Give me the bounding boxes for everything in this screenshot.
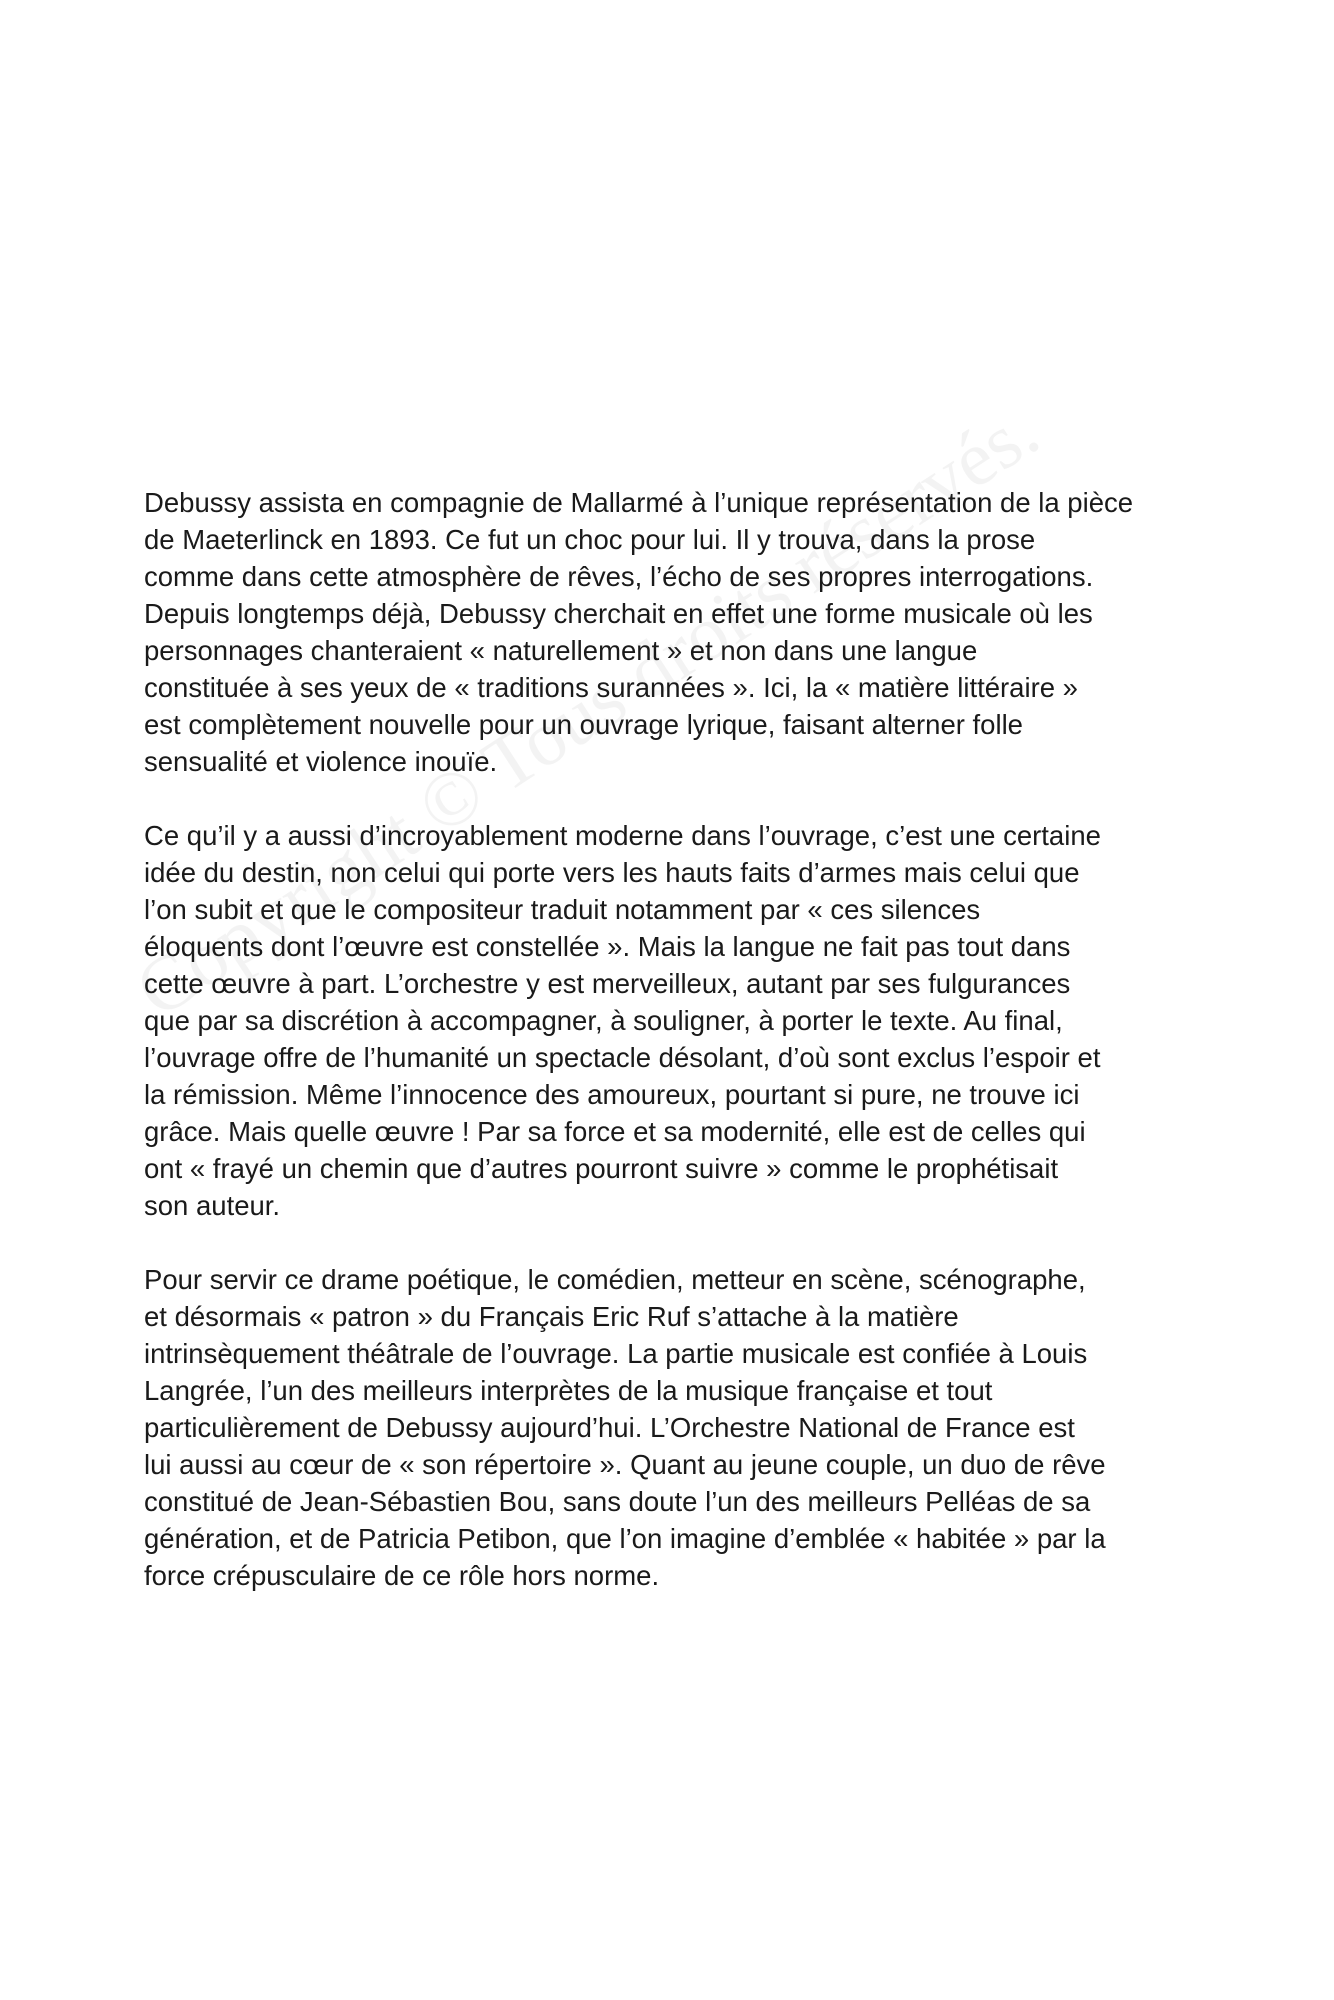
paragraph-3: Pour servir ce drame poétique, le comédien, metteur en scène, scénographe, et désormais « patron » du Français Eric Ruf s’attache à la matière intrinsèquement théâtrale de l’ouvrage. La partie musicale est confiée à Louis Langrée, l’un des meilleurs interprètes de la musique française et tout particulièrement de Debussy aujourd’hui. L’Orchestre National de France est lui aussi au cœur de « son répertoire ». Quant au jeune couple, un duo de rêve constitué de Jean-Sébastien Bou, sans doute l’un des meilleurs Pelléas de sa génération, et de Patricia Petibon, que l’on imagine d’emblée « habitée » par la force crépusculaire de ce rôle hors norme.: [144, 1264, 1106, 1591]
body-text: [144, 484, 1214, 1594]
paragraph-2: Ce qu’il y a aussi d’incroyablement moderne dans l’ouvrage, c’est une certaine idée du destin, non celui qui porte vers les hauts faits d’armes mais celui que l’on subit et que le compositeur traduit notamment par « ces silences éloquents dont l’œuvre est constellée ». Mais la langue ne fait pas tout dans cette œuvre à part. L’orchestre y est merveilleux, autant par ses fulgurances que par sa discrétion à accompagner, à souligner, à porter le texte. Au final, l’ouvrage offre de l’humanité un spectacle désolant, d’où sont exclus l’espoir et la rémission. Même l’innocence des amoureux, pourtant si pure, ne trouve ici grâce. Mais quelle œuvre ! Par sa force et sa modernité, elle est de celles qui ont « frayé un chemin que d’autres pourront suivre » comme le prophétisait son auteur.: [144, 820, 1101, 1221]
paragraph-1: Debussy assista en compagnie de Mallarmé à l’unique représentation de la pièce de Maeterlinck en 1893. Ce fut un choc pour lui. Il y trouva, dans la prose comme dans cette atmosphère de rêves, l’écho de ses propres interrogations. Depuis longtemps déjà, Debussy cherchait en effet une forme musicale où les personnages chanteraient « naturellement » et non dans une langue constituée à ses yeux de « traditions surannées ». Ici, la « matière littéraire » est complètement nouvelle pour un ouvrage lyrique, faisant alterner folle sensualité et violence inouïe.: [144, 487, 1134, 777]
